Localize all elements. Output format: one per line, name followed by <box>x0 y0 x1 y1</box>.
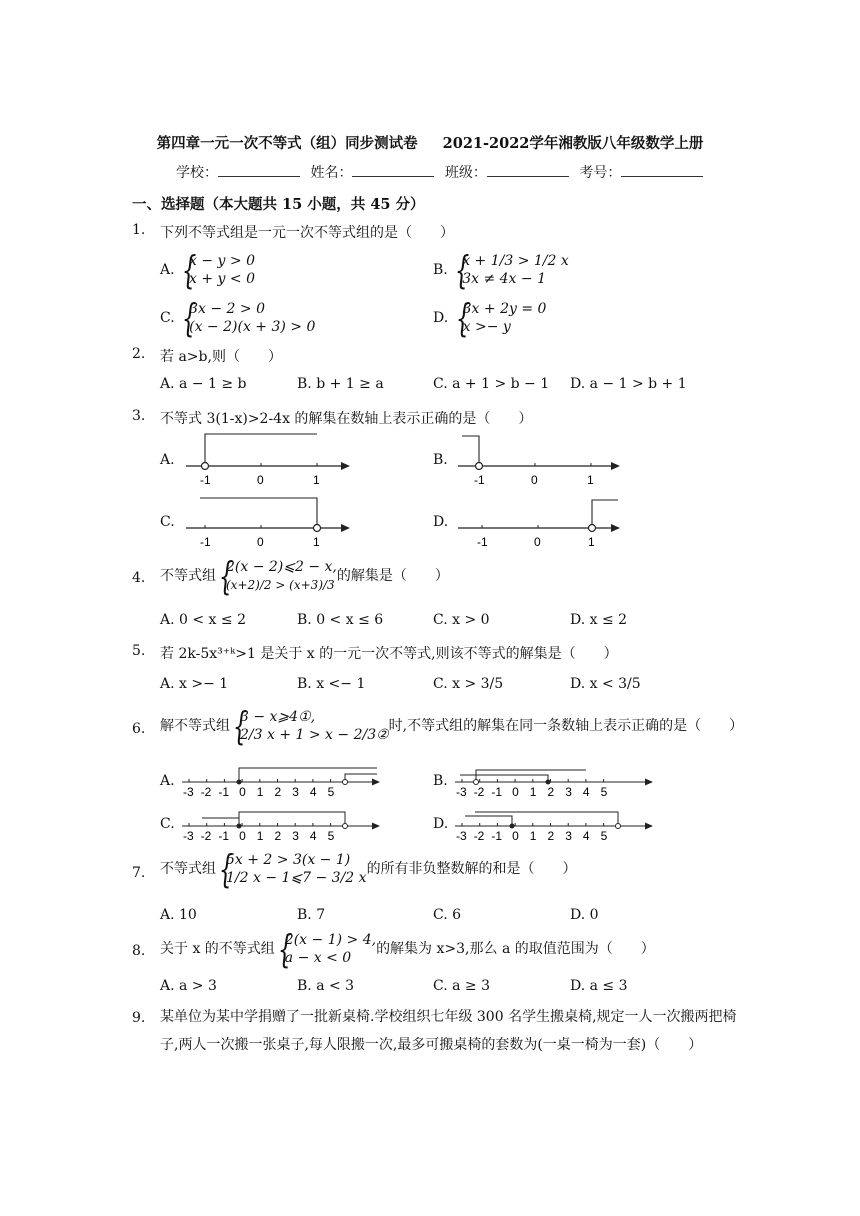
q1-d-line2: x >− y <box>462 319 511 335</box>
q4-option-d[interactable]: D. x ≤ 2 <box>570 612 628 628</box>
tick-label: 4 <box>309 785 317 799</box>
tick-label: -1 <box>491 785 503 799</box>
q4-line1: 2(x − 2)⩽2 − x, <box>226 559 337 575</box>
name-field[interactable] <box>352 164 434 177</box>
tick-label: 2 <box>547 785 555 799</box>
q6-c-number-line[interactable] <box>182 804 382 844</box>
q6-c-label[interactable]: C. <box>160 816 175 832</box>
q7-pre: 不等式组 <box>160 861 216 877</box>
tick-label: 5 <box>327 785 335 799</box>
school-field[interactable] <box>218 164 300 177</box>
q6-post: 时,不等式组的解集在同一条数轴上表示正确的是（ ） <box>388 718 744 734</box>
tick-label: 4 <box>309 829 317 843</box>
q1-b-line2: 3x ≠ 4x − 1 <box>462 271 546 287</box>
tick-label: 5 <box>327 829 335 843</box>
q4-text <box>160 558 449 594</box>
tick-label: -1 <box>477 535 488 549</box>
tick-label: -1 <box>218 829 230 843</box>
q2-option-b[interactable]: B. b + 1 ≥ a <box>297 376 384 392</box>
tick-label: -1 <box>491 829 503 843</box>
q3-a-number-line <box>180 430 360 492</box>
q7-option-d[interactable]: D. 0 <box>570 907 599 923</box>
q1-b-label: B. <box>433 262 448 278</box>
q3-b-number-line <box>452 430 632 492</box>
q8-number: 8. <box>132 943 146 959</box>
title-left: 第四章一元一次不等式（组）同步测试卷 <box>156 135 418 152</box>
q1-a-label: A. <box>160 262 175 278</box>
tick-label: -2 <box>200 785 212 799</box>
tick-label: -1 <box>474 473 485 487</box>
title-right: 2021-2022学年湘教版八年级数学上册 <box>442 135 704 152</box>
tick-label: 4 <box>582 785 590 799</box>
q2-text: 若 a>b,则（ ） <box>160 349 282 365</box>
q3-number: 3. <box>132 408 146 424</box>
tick-label: 1 <box>529 785 537 799</box>
q5-option-a[interactable]: A. x >− 1 <box>160 676 229 692</box>
tick-label: 0 <box>512 785 519 799</box>
tick-label: 3 <box>292 785 299 799</box>
q6-d-label[interactable]: D. <box>433 816 449 832</box>
tick-label: 0 <box>239 785 246 799</box>
q6-number: 6. <box>132 721 146 737</box>
tick-label: -2 <box>200 829 212 843</box>
tick-label: 2 <box>547 829 555 843</box>
q4-line2: (x+2)/2 > (x+3)/3 <box>226 578 335 592</box>
tick-label: -3 <box>183 785 194 799</box>
q1-d-label: D. <box>433 310 449 326</box>
tick-label: -3 <box>456 785 467 799</box>
q8-option-a[interactable]: A. a > 3 <box>160 978 217 994</box>
q7-option-c[interactable]: C. 6 <box>433 907 462 923</box>
q6-b-label[interactable]: B. <box>433 773 448 789</box>
q2-number: 2. <box>132 346 146 362</box>
q4-option-a[interactable]: A. 0 < x ≤ 2 <box>160 612 246 628</box>
q7-line2: 1/2 x − 1⩽7 − 3/2 x <box>226 870 367 886</box>
q7-option-b[interactable]: B. 7 <box>297 907 326 923</box>
q6-d-number-line[interactable] <box>455 804 655 844</box>
axis-arrow <box>372 779 380 786</box>
tick-label: 1 <box>313 535 320 549</box>
tick-label: 3 <box>565 785 572 799</box>
q3-d-number-line <box>452 492 632 554</box>
q1-text: 下列不等式组是一元一次不等式组的是（ ） <box>160 225 454 241</box>
q1-a-line1: x − y > 0 <box>189 253 255 269</box>
tick-label: 1 <box>256 785 264 799</box>
tick-label: -2 <box>473 785 485 799</box>
tick-label: 0 <box>257 535 264 549</box>
q8-pre: 关于 x 的不等式组 <box>160 941 275 957</box>
q8-text <box>160 931 655 967</box>
tick-label: -3 <box>183 829 194 843</box>
q1-b-line1: x + 1/3 > 1/2 x <box>462 253 569 269</box>
class-label: 班级： <box>444 165 487 181</box>
q6-text <box>160 708 743 744</box>
q5-number: 5. <box>132 643 146 659</box>
q7-post: 的所有非负整数解的和是（ ） <box>366 861 577 877</box>
q6-b-number-line[interactable] <box>455 760 655 800</box>
tick-label: 0 <box>257 473 264 487</box>
tick-label: 5 <box>600 829 608 843</box>
exam-number-field[interactable] <box>621 164 703 177</box>
axis-arrow <box>645 823 653 830</box>
q1-option-a[interactable] <box>160 252 255 288</box>
q8-post: 的解集为 x>3,那么 a 的取值范围为（ ） <box>376 941 655 957</box>
student-info-row <box>176 162 709 182</box>
q6-a-label[interactable]: A. <box>160 773 175 789</box>
school-label: 学校： <box>176 165 218 181</box>
axis-arrow <box>372 823 380 830</box>
q2-option-c[interactable]: C. a + 1 > b − 1 <box>433 376 550 392</box>
q8-option-c[interactable]: C. a ≥ 3 <box>433 978 490 994</box>
name-label: 姓名： <box>310 165 353 181</box>
tick-label: -2 <box>473 829 485 843</box>
tick-label: -1 <box>200 473 211 487</box>
q6-pre: 解不等式组 <box>160 718 230 734</box>
q4-post: 的解集是（ ） <box>336 568 449 584</box>
tick-label: 5 <box>600 785 608 799</box>
q1-option-b[interactable] <box>433 252 569 288</box>
tick-label: 3 <box>565 829 572 843</box>
q3-c-label[interactable]: C. <box>160 514 175 530</box>
q1-a-line2: x + y < 0 <box>189 271 255 287</box>
q4-option-b[interactable]: B. 0 < x ≤ 6 <box>297 612 384 628</box>
q5-text: 若 2k-5x³⁺ᵏ>1 是关于 x 的一元一次不等式,则该不等式的解集是（ ） <box>160 646 618 662</box>
tick-label: -1 <box>200 535 211 549</box>
page-title <box>0 132 860 153</box>
section-heading: 一、选择题（本大题共 15 小题，共 45 分） <box>132 196 425 213</box>
q7-option-a[interactable]: A. 10 <box>160 907 197 923</box>
q1-c-line1: 3x − 2 > 0 <box>189 301 266 317</box>
q7-text <box>160 851 577 887</box>
tick-label: 1 <box>256 829 264 843</box>
q8-line2: a − x < 0 <box>284 950 352 966</box>
tick-label: -3 <box>456 829 467 843</box>
q9-number: 9. <box>132 1010 146 1026</box>
tick-label: 1 <box>588 535 595 549</box>
q1-c-line2: (x − 2)(x + 3) > 0 <box>189 319 316 335</box>
q3-d-label[interactable]: D. <box>433 514 449 530</box>
tick-label: 0 <box>534 535 541 549</box>
q2-option-a[interactable]: A. a − 1 ≥ b <box>160 376 247 392</box>
q4-option-c[interactable]: C. x > 0 <box>433 612 490 628</box>
q8-option-b[interactable]: B. a < 3 <box>297 978 355 994</box>
q1-number: 1. <box>132 222 146 238</box>
q6-line1: 3 − x⩾4①, <box>240 709 316 725</box>
q1-c-label: C. <box>160 310 175 326</box>
class-field[interactable] <box>487 164 569 177</box>
exam-number-label: 考号： <box>579 165 622 181</box>
q4-pre: 不等式组 <box>160 568 216 584</box>
q2-option-d[interactable]: D. a − 1 > b + 1 <box>570 376 687 392</box>
tick-label: 3 <box>292 829 299 843</box>
tick-label: 1 <box>313 473 320 487</box>
q8-line1: 2(x − 1) > 4, <box>284 932 377 948</box>
tick-label: 1 <box>529 829 537 843</box>
q6-a-number-line[interactable] <box>182 760 382 800</box>
q5-option-b[interactable]: B. x <− 1 <box>297 676 366 692</box>
q8-option-d[interactable]: D. a ≤ 3 <box>570 978 628 994</box>
tick-label: 1 <box>587 473 594 487</box>
q5-option-d[interactable]: D. x < 3/5 <box>570 676 641 692</box>
q5-option-c[interactable]: C. x > 3/5 <box>433 676 504 692</box>
q3-c-number-line <box>180 492 360 554</box>
q7-line1: 5x + 2 > 3(x − 1) <box>226 852 351 868</box>
q3-a-label[interactable]: A. <box>160 452 175 468</box>
tick-label: -1 <box>218 785 230 799</box>
q9-text: 某单位为某中学捐赠了一批新桌椅.学校组织七年级 300 名学生搬桌椅,规定一人一次搬两把椅子,两人一次搬一张桌子,每人限搬一次,最多可搬桌椅的套数为(一桌一椅为一套)（ ） <box>160 1009 737 1053</box>
q1-d-line1: 3x + 2y = 0 <box>462 301 547 317</box>
q7-number: 7. <box>132 865 146 881</box>
tick-label: 4 <box>582 829 590 843</box>
axis-arrow <box>645 779 653 786</box>
tick-label: 0 <box>239 829 246 843</box>
q1-option-c[interactable] <box>160 300 315 336</box>
q6-line2: 2/3 x + 1 > x − 2/3② <box>240 727 389 743</box>
tick-label: 0 <box>531 473 538 487</box>
tick-label: 0 <box>512 829 519 843</box>
q3-text: 不等式 3(1-x)>2-4x 的解集在数轴上表示正确的是（ ） <box>160 411 533 427</box>
tick-label: 2 <box>274 785 282 799</box>
q4-number: 4. <box>132 570 146 586</box>
q3-b-label[interactable]: B. <box>433 452 448 468</box>
q1-option-d[interactable] <box>433 300 546 336</box>
tick-label: 2 <box>274 829 282 843</box>
